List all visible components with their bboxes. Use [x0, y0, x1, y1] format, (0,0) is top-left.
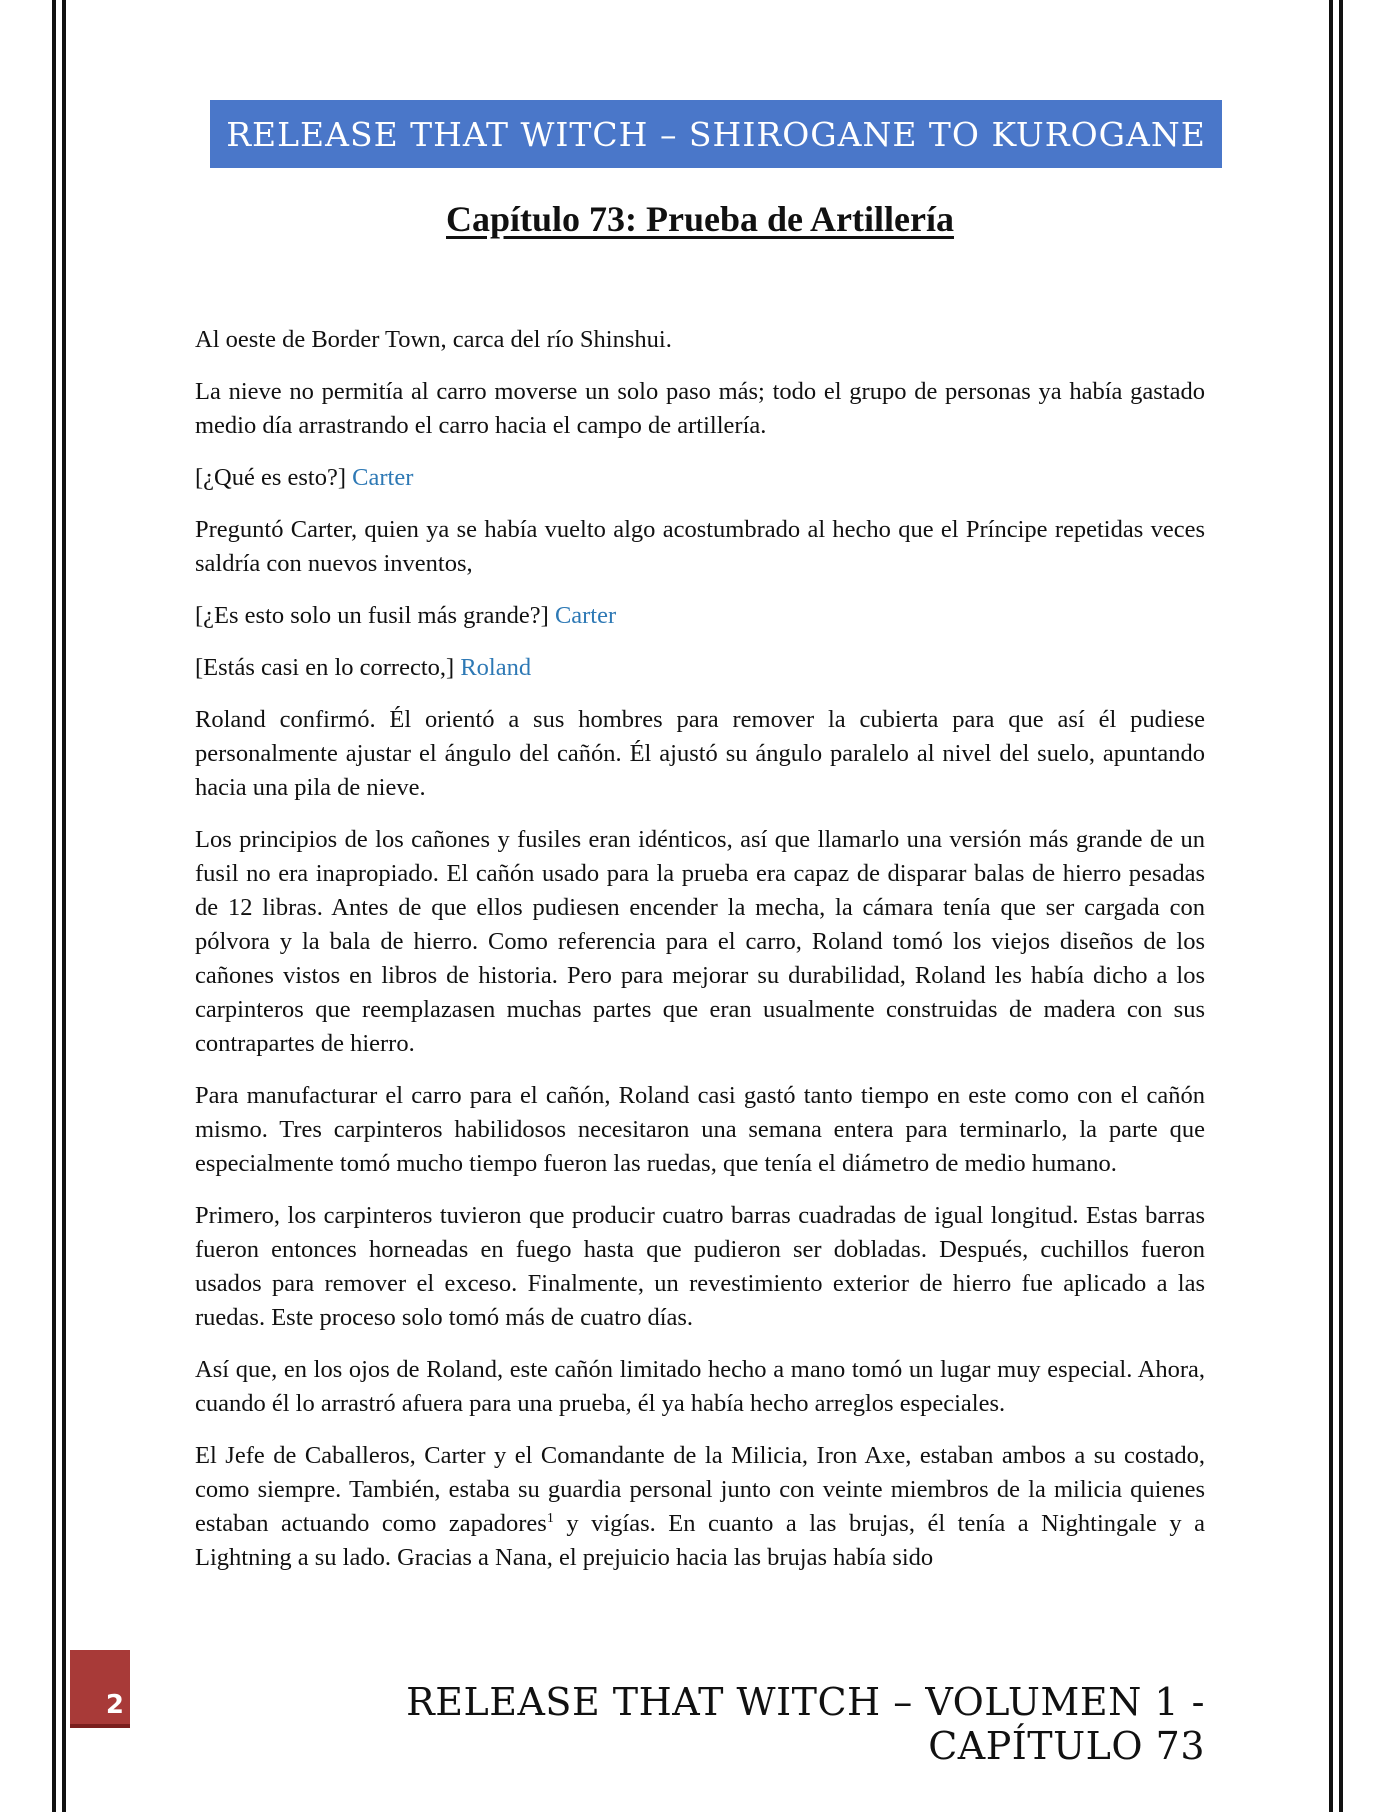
dialogue-line — [195, 461, 1205, 495]
speaker-tag: Carter — [352, 464, 414, 491]
page-border-right — [1329, 0, 1343, 1812]
paragraph: La nieve no permitía al carro moverse un solo paso más; todo el grupo de personas ya había gastado medio día arrastrando el carro hacia el campo de artillería. — [195, 378, 1205, 439]
header-banner — [210, 100, 1222, 168]
dialogue-line — [195, 651, 1205, 685]
dialogue-text: [Estás casi en lo correcto,] — [195, 654, 455, 681]
chapter-body — [195, 323, 1205, 1593]
page-number-box — [70, 1650, 130, 1728]
dialogue-text: [¿Es esto solo un fusil más grande?] — [195, 602, 549, 629]
paragraph: Los principios de los cañones y fusiles eran idénticos, así que llamarlo una versión más grande de un fusil no era inapropiado. El cañón usado para la prueba era capaz de disparar balas de hierro pesadas de 12 libras. Antes de que ellos pudiesen encender la mecha, la cámara tenía que ser cargada con pólvora y la bala de hierro. Como referencia para el carro, Roland tomó los viejos diseños de los cañones vistos en libros de historia. Pero para mejorar su durabilidad, Roland les había dicho a los carpinteros que reemplazasen muchas partes que eran usualmente construidas de madera con sus contrapartes de hierro. — [195, 826, 1205, 1057]
footer-title: RELEASE THAT WITCH – VOLUMEN 1 - CAPÍTULO 73 — [406, 1680, 1205, 1768]
speaker-tag: Carter — [554, 602, 617, 629]
paragraph: Así que, en los ojos de Roland, este cañón limitado hecho a mano tomó un lugar muy especial. Ahora, cuando él lo arrastró afuera para una prueba, él ya había hecho arreglos especiales. — [195, 1356, 1205, 1417]
paragraph-text: El Jefe de Caballeros, Carter y el Comandante de la Milicia, Iron Axe, estaban ambos a su costado, como siempre. También, estaba su guardia personal junto con veinte miembros de la milicia quienes estaban actuando como zapadores — [195, 1442, 1205, 1537]
dialogue-line — [195, 599, 1205, 633]
footnote-marker[interactable]: 1 — [546, 1510, 554, 1526]
paragraph: Al oeste de Border Town, carca del río Shinshui. — [195, 326, 672, 353]
paragraph — [195, 1439, 1205, 1575]
paragraph: Roland confirmó. Él orientó a sus hombres para remover la cubierta para que así él pudiese personalmente ajustar el ángulo del cañón. Él ajustó su ángulo paralelo al nivel del suelo, apuntando hacia una pila de nieve. — [195, 706, 1205, 801]
chapter-title: Capítulo 73: Prueba de Artillería — [446, 199, 954, 239]
dialogue-text: [¿Qué es esto?] — [195, 464, 347, 491]
paragraph-text: y vigías. En cuanto a las brujas, él tenía a Nightingale y a Lightning a su lado. Gracias a Nana, el prejuicio hacia las brujas había sido — [195, 1510, 1206, 1571]
page-number: 2 — [105, 1690, 124, 1720]
paragraph: Preguntó Carter, quien ya se había vuelto algo acostumbrado al hecho que el Príncipe repetidas veces saldría con nuevos inventos, — [195, 516, 1205, 577]
paragraph: Para manufacturar el carro para el cañón, Roland casi gastó tanto tiempo en este como con el cañón mismo. Tres carpinteros habilidosos necesitaron una semana entera para terminarlo, la parte que especialmente tomó mucho tiempo fueron las ruedas, que tenía el diámetro de medio humano. — [195, 1082, 1205, 1177]
speaker-tag: Roland — [460, 654, 532, 681]
page-border-left — [52, 0, 66, 1812]
header-banner-title: RELEASE THAT WITCH – SHIROGANE TO KUROGANE — [226, 114, 1206, 154]
paragraph: Primero, los carpinteros tuvieron que producir cuatro barras cuadradas de igual longitud. Estas barras fueron entonces horneadas en fuego hasta que pudieron ser dobladas. Después, cuchillos fueron usados para remover el exceso. Finalmente, un revestimiento exterior de hierro fue aplicado a las ruedas. Este proceso solo tomó más de cuatro días. — [195, 1202, 1205, 1331]
